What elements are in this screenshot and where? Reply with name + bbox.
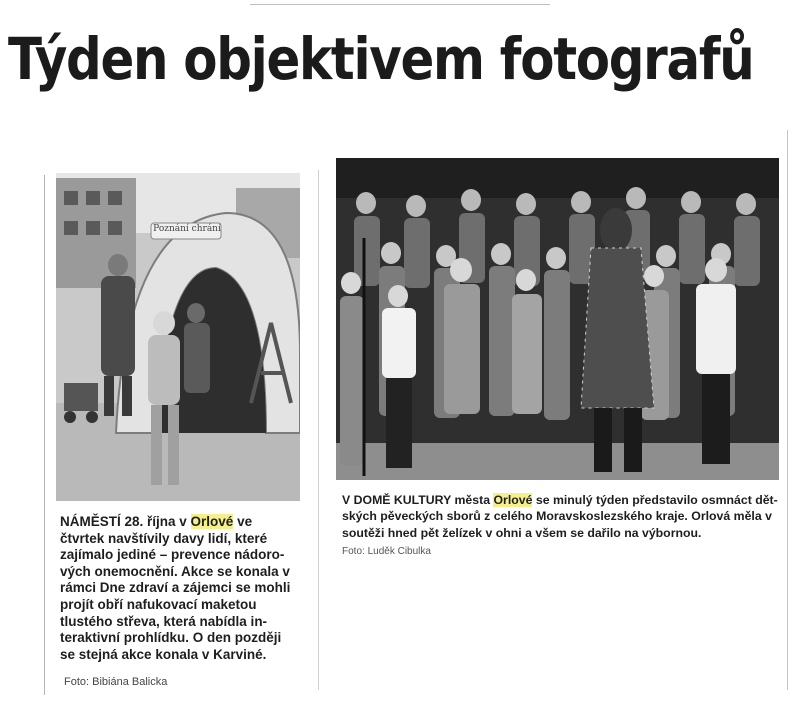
caption-right-highlight: Orlové: [493, 493, 533, 507]
caption-left: [60, 514, 292, 663]
caption-left-text-start: NÁMĚSTÍ 28. října v: [60, 514, 191, 529]
scan-edge-top: [250, 4, 550, 5]
photo-inflatable-tunnel: [56, 173, 300, 501]
photo-credit-left: Foto: Bibiána Balicka: [64, 676, 168, 688]
caption-left-highlight: Orlové: [190, 514, 234, 529]
caption-left-text-end: ve čtvrtek navštívily davy lidí, které zajímalo jediné – prevence nádoro- vých onemocnění. Akce se konala v rámci Dne zdraví a zájemci se mohli projít obří nafukovací maketou tlustého střeva, která nabídla in- teraktivní prohlídku. O den později se stejná akce konala v Karviné.: [60, 514, 291, 662]
caption-right-text-start: V DOMĚ KULTURY města: [342, 493, 494, 507]
caption-right: [342, 492, 782, 541]
photo-childrens-choir: [336, 158, 779, 480]
caption-right-text-end: se minulý týden představilo osmnáct dět- ských pěveckých sborů z celého Moravskoslezského kraje. Orlová měla v soutěži hned pět želízek v ohni a všem se dařilo na výbornou.: [342, 493, 778, 540]
photo-credit-right: Foto: Luděk Cibulka: [342, 546, 431, 554]
headline: Týden objektivem fotografů: [8, 25, 754, 93]
scan-edge-left: [44, 175, 45, 695]
sign-poznani-chrani: Poznání chrání: [153, 224, 221, 234]
scan-edge-right: [787, 130, 788, 690]
column-divider: [318, 170, 319, 690]
